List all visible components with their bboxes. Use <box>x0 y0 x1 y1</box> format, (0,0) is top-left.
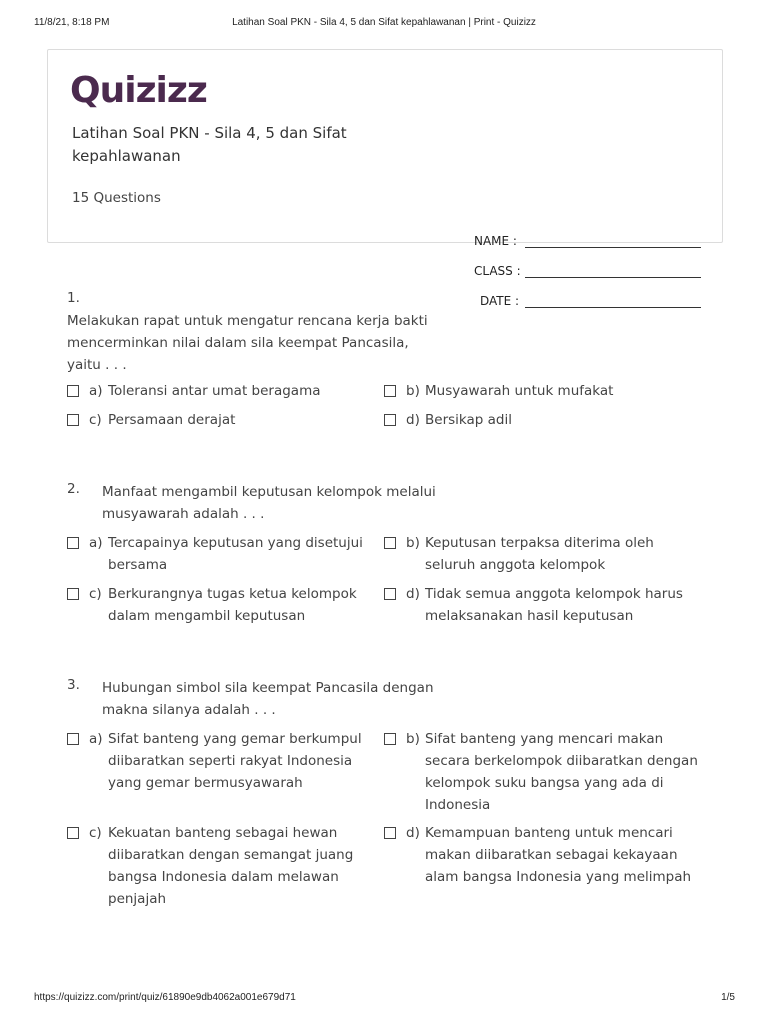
option-text: Sifat banteng yang gemar berkumpul diibaratkan seperti rakyat Indonesia yang gemar bermusyawarah <box>108 731 362 791</box>
checkbox[interactable] <box>384 588 396 600</box>
print-title: Latihan Soal PKN - Sila 4, 5 dan Sifat kepahlawanan | Print - Quizizz <box>232 17 536 28</box>
print-date: 11/8/21, 8:18 PM <box>34 17 110 28</box>
option-letter: d) <box>406 586 420 602</box>
checkbox[interactable] <box>67 827 79 839</box>
checkbox[interactable] <box>384 733 396 745</box>
checkbox[interactable] <box>384 827 396 839</box>
date-line <box>525 307 701 308</box>
question-text: Melakukan rapat untuk mengatur rencana kerja bakti mencerminkan nilai dalam sila keempat Pancasila, yaitu . . . <box>67 313 428 373</box>
logo-wordmark: Quizizz <box>70 70 207 111</box>
option-letter: d) <box>406 412 420 428</box>
option-letter: a) <box>89 731 103 747</box>
option-letter: c) <box>89 825 102 841</box>
question-text: Hubungan simbol sila keempat Pancasila dengan makna silanya adalah . . . <box>102 680 434 718</box>
name-line <box>525 247 701 248</box>
checkbox[interactable] <box>384 537 396 549</box>
name-field <box>474 232 704 252</box>
question-number: 3. <box>67 677 80 693</box>
checkbox[interactable] <box>67 733 79 745</box>
print-page-number: 1/5 <box>721 992 735 1003</box>
quiz-header-card <box>47 49 723 243</box>
class-field <box>474 262 704 282</box>
option-letter: b) <box>406 535 420 551</box>
checkbox[interactable] <box>67 537 79 549</box>
checkbox[interactable] <box>67 385 79 397</box>
date-label: DATE : <box>480 294 520 308</box>
print-header <box>0 17 768 31</box>
option-letter: b) <box>406 383 420 399</box>
quizizz-logo <box>68 66 208 114</box>
quiz-title: Latihan Soal PKN - Sila 4, 5 dan Sifat kepahlawanan <box>72 124 347 165</box>
option-text: Berkurangnya tugas ketua kelompok dalam mengambil keputusan <box>108 586 357 624</box>
checkbox[interactable] <box>384 385 396 397</box>
question-count: 15 Questions <box>72 190 161 206</box>
class-label: CLASS : <box>474 264 521 278</box>
option-letter: c) <box>89 586 102 602</box>
question-number: 1. <box>67 290 80 306</box>
print-url: https://quizizz.com/print/quiz/61890e9db4062a001e679d71 <box>34 992 296 1003</box>
option-text: Kemampuan banteng untuk mencari makan diibaratkan sebagai kekayaan alam bangsa Indonesia yang melimpah <box>425 825 692 885</box>
option-letter: d) <box>406 825 420 841</box>
question-text: Manfaat mengambil keputusan kelompok melalui musyawarah adalah . . . <box>102 484 436 522</box>
option-text: Persamaan derajat <box>108 412 236 428</box>
option-letter: c) <box>89 412 102 428</box>
option-text: Tidak semua anggota kelompok harus melaksanakan hasil keputusan <box>425 586 683 624</box>
option-letter: a) <box>89 383 103 399</box>
checkbox[interactable] <box>67 588 79 600</box>
option-text: Sifat banteng yang mencari makan secara berkelompok diibaratkan dengan kelompok suku bangsa yang ada di Indonesia <box>425 731 698 813</box>
option-text: Toleransi antar umat beragama <box>108 383 321 399</box>
name-label: NAME : <box>474 234 517 248</box>
option-text: Bersikap adil <box>425 412 512 428</box>
print-footer <box>0 992 768 1006</box>
date-field <box>474 292 704 312</box>
option-letter: a) <box>89 535 103 551</box>
option-text: Keputusan terpaksa diterima oleh seluruh anggota kelompok <box>425 535 654 573</box>
class-line <box>525 277 701 278</box>
option-letter: b) <box>406 731 420 747</box>
question-number: 2. <box>67 481 80 497</box>
checkbox[interactable] <box>384 414 396 426</box>
option-text: Musyawarah untuk mufakat <box>425 383 614 399</box>
option-text: Kekuatan banteng sebagai hewan diibaratkan dengan semangat juang bangsa Indonesia dalam melawan penjajah <box>108 825 354 907</box>
option-text: Tercapainya keputusan yang disetujui bersama <box>108 535 363 573</box>
checkbox[interactable] <box>67 414 79 426</box>
